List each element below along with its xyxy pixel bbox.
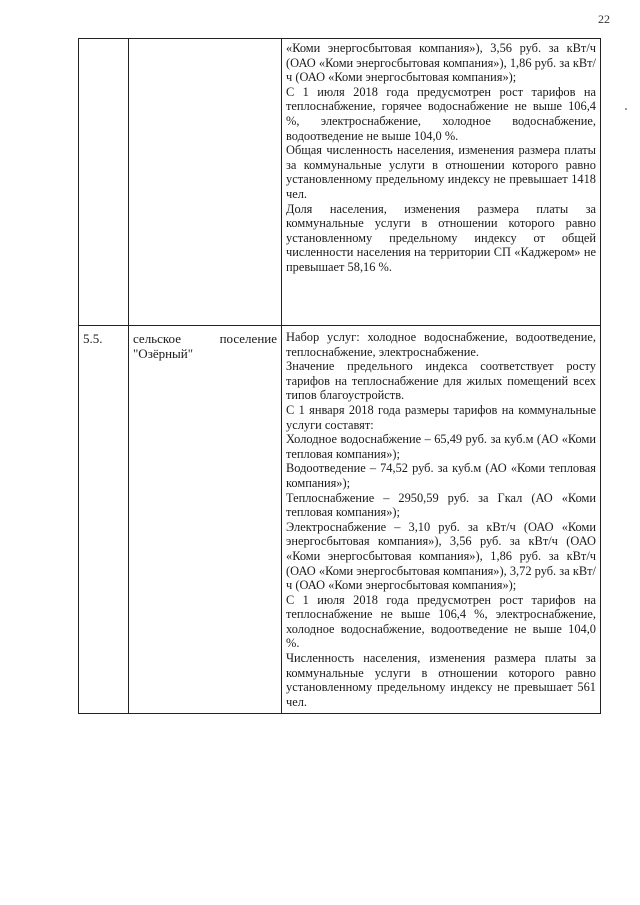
settlement-name-cell (129, 326, 282, 714)
description-paragraph: Водоотведение – 74,52 руб. за куб.м (АО «Коми тепловая компания»); (286, 461, 596, 490)
description-paragraph: Набор услуг: холодное водоснабжение, водоотведение, теплоснабжение, электроснабжение. (286, 330, 596, 359)
settlement-type (133, 331, 277, 346)
description-paragraph: Общая численность населения, изменения размера платы за коммунальные услуги в отношении которого равно установленному предельному индексу не превышает 1418 чел. (286, 143, 596, 201)
tariff-table (78, 38, 601, 714)
page-number: 22 (598, 12, 610, 26)
description-paragraph: Численность населения, изменения размера платы за коммунальные услуги в отношении которого равно установленному предельному индексу не превышает 561 чел. (286, 651, 596, 709)
settlement-name-cell (129, 39, 282, 326)
description-cell (282, 326, 601, 714)
row-number-cell (79, 39, 129, 326)
description-paragraph: «Коми энергосбытовая компания»), 3,56 руб. за кВт/ч (ОАО «Коми энергосбытовая компания»), 1,86 руб. за кВт/ч (ОАО «Коми энергосбытовая компания»); (286, 41, 596, 85)
margin-dot (625, 108, 627, 110)
description-paragraph: Холодное водоснабжение – 65,49 руб. за куб.м (АО «Коми тепловая компания»); (286, 432, 596, 461)
table-row (79, 326, 601, 714)
settlement-type-word: поселение (219, 331, 277, 346)
description-paragraph: С 1 июля 2018 года предусмотрен рост тарифов на теплоснабжение, горячее водоснабжение не выше 106,4 %, электроснабжение, холодное водоснабжение, водоотведение не выше 104,0 %. (286, 84, 596, 143)
description-paragraph: Электроснабжение – 3,10 руб. за кВт/ч (ОАО «Коми энергосбытовая компания»), 3,56 руб. за кВт/ч (ОАО «Коми энергосбытовая компания»), 1,86 руб. за кВт/ч (ОАО «Коми энергосбытовая компания»), 3,72 руб. за кВт/ч (ОАО «Коми энергосбытовая компания»); (286, 519, 596, 593)
table-row (79, 39, 601, 326)
description-paragraph: Значение предельного индекса соответствует росту тарифов на теплоснабжение для жилых помещений всех типов благоустройств. (286, 359, 596, 403)
row-number-cell: 5.5. (79, 326, 129, 714)
description-paragraph: С 1 июля 2018 года предусмотрен рост тарифов на теплоснабжение не выше 106,4 %, электроснабжение, холодное водоснабжение, водоотведение не выше 104,0 %. (286, 592, 596, 651)
description-cell (282, 39, 601, 326)
settlement-type-word: сельское (133, 331, 181, 346)
settlement-name: "Озёрный" (133, 346, 194, 361)
description-paragraph: Доля населения, изменения размера платы за коммунальные услуги в отношении которого равно установленному предельному индексу от общей численности населения на территории СП «Каджером» не превышает 58,16 %. (286, 201, 596, 274)
description-paragraph: С 1 января 2018 года размеры тарифов на коммунальные услуги составят: (286, 402, 596, 432)
description-paragraph: Теплоснабжение – 2950,59 руб. за Гкал (АО «Коми тепловая компания»); (286, 490, 596, 520)
